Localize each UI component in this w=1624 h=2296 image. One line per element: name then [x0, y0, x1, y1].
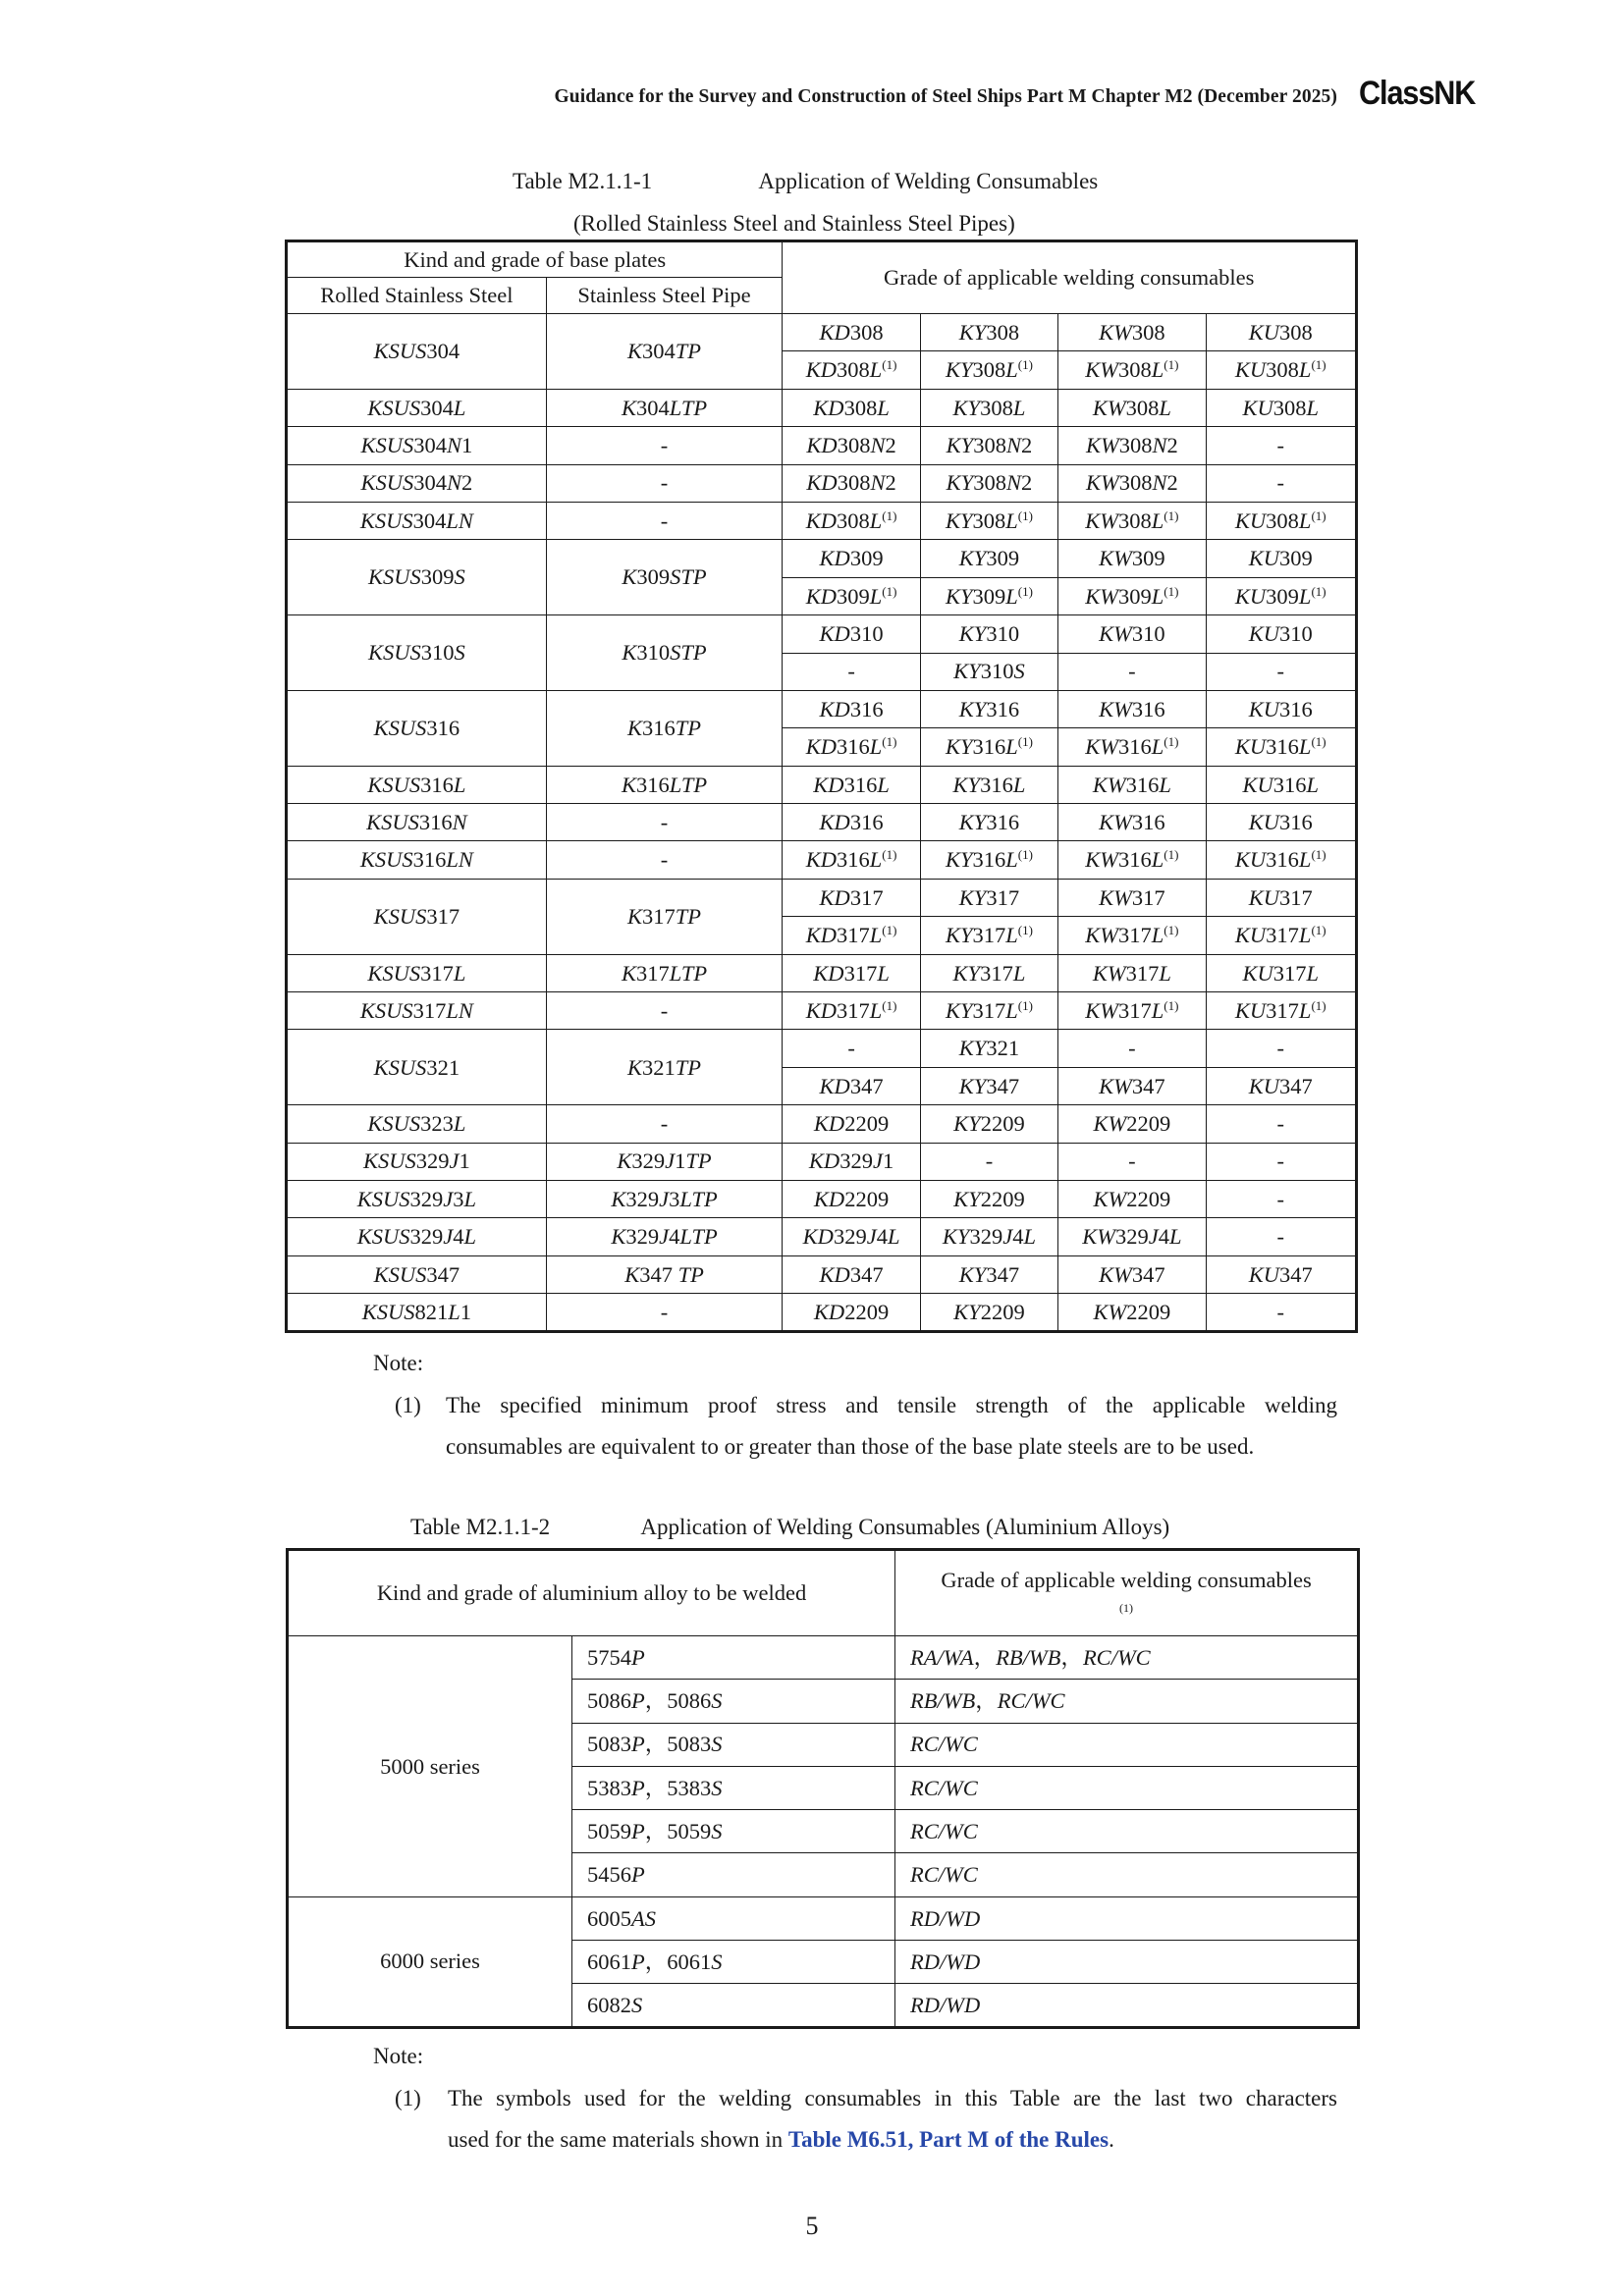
- consumable-grade: KD308L: [783, 389, 920, 426]
- steel-pipe-grade: K304TP: [546, 314, 783, 390]
- consumable-grade: KW347: [1058, 1067, 1206, 1104]
- header-aluminium-alloy: Kind and grade of aluminium alloy to be welded: [288, 1550, 895, 1636]
- steel-pipe-grade: -: [546, 427, 783, 464]
- consumable-grade: KW2209: [1058, 1294, 1206, 1331]
- consumable-grade: RB/WB，RC/WC: [895, 1680, 1359, 1723]
- consumable-grade: -: [1206, 1180, 1356, 1217]
- rolled-steel-grade: KSUS323L: [287, 1105, 547, 1143]
- header-consumables-text: Grade of applicable welding consumables: [941, 1568, 1312, 1593]
- consumable-grade: KW2209: [1058, 1105, 1206, 1143]
- consumable-grade: KY317L: [920, 954, 1057, 991]
- consumable-grade: $KW316L^{(1)}$: [1058, 841, 1206, 879]
- steel-pipe-grade: -: [546, 464, 783, 502]
- table2-number: Table M2.1.1-2: [410, 1515, 551, 1539]
- table-row: [287, 804, 1357, 841]
- steel-pipe-grade: K329J4LTP: [546, 1218, 783, 1255]
- alloy-series: 6000 series: [288, 1896, 572, 2027]
- header-rolled-steel: Rolled Stainless Steel: [287, 278, 547, 314]
- consumable-grade: -: [1206, 427, 1356, 464]
- consumable-grade: $KU316L^{(1)}$: [1206, 728, 1356, 766]
- rolled-steel-grade: KSUS316L: [287, 766, 547, 803]
- consumable-grade: KY316L: [920, 766, 1057, 803]
- consumable-grade: KW310: [1058, 615, 1206, 653]
- consumable-grade: -: [1058, 1030, 1206, 1067]
- consumable-grade: -: [783, 653, 920, 690]
- alloy-grade: 5083P，5083S: [572, 1723, 895, 1766]
- steel-pipe-grade: -: [546, 1294, 783, 1331]
- consumable-grade: -: [1206, 653, 1356, 690]
- steel-pipe-grade: K309STP: [546, 540, 783, 615]
- consumable-grade: KD308N2: [783, 464, 920, 502]
- alloy-grade: 5456P: [572, 1853, 895, 1896]
- consumable-grade: RA/WA，RB/WB，RC/WC: [895, 1636, 1359, 1680]
- consumable-grade: KU317L: [1206, 954, 1356, 991]
- rolled-steel-grade: KSUS310S: [287, 615, 547, 691]
- consumable-grade: KY329J4L: [920, 1218, 1057, 1255]
- steel-pipe-grade: -: [546, 804, 783, 841]
- note-text-line: [448, 2127, 1114, 2153]
- consumable-grade: KW316: [1058, 804, 1206, 841]
- steel-pipe-grade: K329J1TP: [546, 1143, 783, 1180]
- consumable-grade: KD308N2: [783, 427, 920, 464]
- consumable-grade: KY310: [920, 615, 1057, 653]
- classnk-logo: ClassNK: [1359, 75, 1476, 112]
- rolled-steel-grade: KSUS321: [287, 1030, 547, 1105]
- document-title: Guidance for the Survey and Construction of Steel Ships Part M Chapter M2 (December 2025): [554, 86, 1337, 107]
- consumable-grade: KW317L: [1058, 954, 1206, 991]
- rolled-steel-grade: KSUS821L1: [287, 1294, 547, 1331]
- rules-table-link[interactable]: Table M6.51, Part M of the Rules: [787, 2127, 1110, 2152]
- table-row: [287, 1294, 1357, 1331]
- table2-title: Application of Welding Consumables (Aluminium Alloys): [640, 1515, 1170, 1539]
- note-title: Note:: [373, 1351, 424, 1375]
- consumable-grade: KW347: [1058, 1255, 1206, 1293]
- consumable-grade: RD/WD: [895, 1941, 1359, 1984]
- consumable-grade: RC/WC: [895, 1810, 1359, 1853]
- consumable-grade: KU316: [1206, 804, 1356, 841]
- steel-pipe-grade: -: [546, 992, 783, 1030]
- consumable-grade: -: [1206, 464, 1356, 502]
- consumable-grade: KY317: [920, 879, 1057, 916]
- table1-title: Application of Welding Consumables: [758, 169, 1099, 193]
- consumable-grade: KW308: [1058, 314, 1206, 351]
- alloy-grade: 5754P: [572, 1636, 895, 1680]
- steel-pipe-grade: K316TP: [546, 690, 783, 766]
- consumable-grade: KD347: [783, 1255, 920, 1293]
- consumable-grade: KY310S: [920, 653, 1057, 690]
- steel-pipe-grade: K317TP: [546, 879, 783, 954]
- steel-pipe-grade: K321TP: [546, 1030, 783, 1105]
- consumable-grade: $KD316L^{(1)}$: [783, 728, 920, 766]
- table-row: [287, 314, 1357, 351]
- table-row: [287, 389, 1357, 426]
- steel-pipe-grade: -: [546, 502, 783, 539]
- consumable-grade: KW2209: [1058, 1180, 1206, 1217]
- header-consumables: [895, 1550, 1359, 1636]
- rolled-steel-grade: KSUS304L: [287, 389, 547, 426]
- table-row: [287, 766, 1357, 803]
- consumable-grade: KU316L: [1206, 766, 1356, 803]
- note-text-line: consumables are equivalent to or greater than those of the base plate steels are to be used.: [446, 1434, 1255, 1459]
- table-row: [287, 1218, 1357, 1255]
- consumable-grade: $KD308L^{(1)}$: [783, 502, 920, 539]
- consumable-grade: KY316: [920, 804, 1057, 841]
- table-row: [287, 464, 1357, 502]
- consumable-grade: $KY316L^{(1)}$: [920, 841, 1057, 879]
- note-text: used for the same materials shown in: [448, 2127, 788, 2152]
- note-number: (1): [395, 2086, 421, 2110]
- consumable-grade: -: [1206, 1030, 1356, 1067]
- consumable-grade: KW329J4L: [1058, 1218, 1206, 1255]
- table1-caption: [513, 169, 1098, 194]
- consumable-grade: KU308L: [1206, 389, 1356, 426]
- rolled-steel-grade: KSUS317L: [287, 954, 547, 991]
- table-row: [287, 841, 1357, 879]
- consumable-grade: KY2209: [920, 1105, 1057, 1143]
- steel-pipe-grade: K347 TP: [546, 1255, 783, 1293]
- note-text-line: The specified minimum proof stress and tensile strength of the applicable welding: [446, 1393, 1337, 1417]
- alloy-grade: 5086P，5086S: [572, 1680, 895, 1723]
- rolled-steel-grade: KSUS317LN: [287, 992, 547, 1030]
- table-row: [287, 992, 1357, 1030]
- consumable-grade: -: [1206, 1143, 1356, 1180]
- steel-pipe-grade: K317LTP: [546, 954, 783, 991]
- consumable-grade: $KY309L^{(1)}$: [920, 577, 1057, 614]
- consumable-grade: $KY308L^{(1)}$: [920, 351, 1057, 389]
- consumable-grade: KD316L: [783, 766, 920, 803]
- consumable-grade: $KU316L^{(1)}$: [1206, 841, 1356, 879]
- consumable-grade: KU308: [1206, 314, 1356, 351]
- consumable-grade: $KD309L^{(1)}$: [783, 577, 920, 614]
- note-title: Note:: [373, 2044, 424, 2068]
- consumable-grade: KU309: [1206, 540, 1356, 577]
- alloy-grade: 5383P，5383S: [572, 1766, 895, 1809]
- alloy-grade: 5059P，5059S: [572, 1810, 895, 1853]
- consumable-grade: $KY316L^{(1)}$: [920, 728, 1057, 766]
- consumable-grade: $KU309L^{(1)}$: [1206, 577, 1356, 614]
- consumable-grade: $KU317L^{(1)}$: [1206, 992, 1356, 1030]
- consumable-grade: KY347: [920, 1067, 1057, 1104]
- consumable-grade: $KW317L^{(1)}$: [1058, 917, 1206, 954]
- table-row: [287, 1255, 1357, 1293]
- table-row: [287, 502, 1357, 539]
- consumable-grade: KD2209: [783, 1294, 920, 1331]
- consumable-grade: KD329J4L: [783, 1218, 920, 1255]
- consumable-grade: $KW316L^{(1)}$: [1058, 728, 1206, 766]
- consumable-grade: -: [1206, 1218, 1356, 1255]
- consumable-grade: KU310: [1206, 615, 1356, 653]
- alloy-series: 5000 series: [288, 1636, 572, 1897]
- consumable-grade: KY308L: [920, 389, 1057, 426]
- consumable-grade: KD317L: [783, 954, 920, 991]
- consumable-grade: $KD317L^{(1)}$: [783, 992, 920, 1030]
- consumable-grade: KW308N2: [1058, 427, 1206, 464]
- consumable-grade: KD347: [783, 1067, 920, 1104]
- steel-pipe-grade: -: [546, 841, 783, 879]
- consumable-grade: KD2209: [783, 1105, 920, 1143]
- consumable-grade: KY308N2: [920, 464, 1057, 502]
- table-row: [287, 1143, 1357, 1180]
- consumable-grade: KY2209: [920, 1294, 1057, 1331]
- rolled-steel-grade: KSUS329J1: [287, 1143, 547, 1180]
- steel-pipe-grade: -: [546, 1105, 783, 1143]
- table-row: [287, 615, 1357, 653]
- consumable-grade: -: [783, 1030, 920, 1067]
- rolled-steel-grade: KSUS304N2: [287, 464, 547, 502]
- consumable-grade: KD309: [783, 540, 920, 577]
- rolled-steel-grade: KSUS304LN: [287, 502, 547, 539]
- rolled-steel-grade: KSUS316LN: [287, 841, 547, 879]
- alloy-grade: 6061P，6061S: [572, 1941, 895, 1984]
- consumable-grade: -: [1206, 1105, 1356, 1143]
- consumable-grade: RD/WD: [895, 1984, 1359, 2027]
- header-consumables: Grade of applicable welding consumables: [783, 241, 1357, 314]
- consumable-grade: KU347: [1206, 1255, 1356, 1293]
- consumable-grade: KW316: [1058, 690, 1206, 727]
- consumable-grade: $KW308L^{(1)}$: [1058, 502, 1206, 539]
- consumable-grade: $KW308L^{(1)}$: [1058, 351, 1206, 389]
- consumable-grade: $KD308L^{(1)}$: [783, 351, 920, 389]
- consumable-grade: KD310: [783, 615, 920, 653]
- consumable-grade: $KU308L^{(1)}$: [1206, 502, 1356, 539]
- consumable-grade: $KY317L^{(1)}$: [920, 917, 1057, 954]
- consumable-grade: KW316L: [1058, 766, 1206, 803]
- consumable-grade: KD316: [783, 690, 920, 727]
- table-row: [287, 1030, 1357, 1067]
- rolled-steel-grade: KSUS329J3L: [287, 1180, 547, 1217]
- consumable-grade: KU316: [1206, 690, 1356, 727]
- table-row: [287, 1180, 1357, 1217]
- consumable-grade: KY309: [920, 540, 1057, 577]
- consumable-grade: KY308N2: [920, 427, 1057, 464]
- consumable-grade: KD329J1: [783, 1143, 920, 1180]
- rolled-steel-grade: KSUS317: [287, 879, 547, 954]
- page-number: 5: [805, 2212, 819, 2240]
- consumable-grade: KD317: [783, 879, 920, 916]
- consumable-grade: KD316: [783, 804, 920, 841]
- header-note-ref: (1): [1119, 1601, 1134, 1615]
- consumable-grade: KW308L: [1058, 389, 1206, 426]
- consumable-grade: KU347: [1206, 1067, 1356, 1104]
- rolled-steel-grade: KSUS347: [287, 1255, 547, 1293]
- table-row: [288, 1896, 1359, 1940]
- steel-pipe-grade: K304LTP: [546, 389, 783, 426]
- consumable-grade: KW317: [1058, 879, 1206, 916]
- consumable-grade: RC/WC: [895, 1723, 1359, 1766]
- consumable-grade: $KY317L^{(1)}$: [920, 992, 1057, 1030]
- steel-pipe-grade: K316LTP: [546, 766, 783, 803]
- steel-pipe-grade: K329J3LTP: [546, 1180, 783, 1217]
- table1-number: Table M2.1.1-1: [513, 169, 653, 193]
- consumable-grade: -: [1058, 1143, 1206, 1180]
- welding-consumables-table-stainless: [285, 240, 1358, 1333]
- consumable-grade: KW308N2: [1058, 464, 1206, 502]
- consumable-grade: $KU308L^{(1)}$: [1206, 351, 1356, 389]
- note-text-line: The symbols used for the welding consumables in this Table are the last two characters: [448, 2086, 1337, 2110]
- consumable-grade: $KW317L^{(1)}$: [1058, 992, 1206, 1030]
- consumable-grade: $KD317L^{(1)}$: [783, 917, 920, 954]
- consumable-grade: KW309: [1058, 540, 1206, 577]
- steel-pipe-grade: K310STP: [546, 615, 783, 691]
- table-row: [287, 427, 1357, 464]
- consumable-grade: RC/WC: [895, 1853, 1359, 1896]
- rolled-steel-grade: KSUS316: [287, 690, 547, 766]
- rolled-steel-grade: KSUS304: [287, 314, 547, 390]
- table-row: [287, 879, 1357, 916]
- consumable-grade: KD2209: [783, 1180, 920, 1217]
- table-row: [287, 690, 1357, 727]
- consumable-grade: RC/WC: [895, 1766, 1359, 1809]
- consumable-grade: KY2209: [920, 1180, 1057, 1217]
- consumable-grade: -: [920, 1143, 1057, 1180]
- welding-consumables-table-aluminium: [286, 1548, 1360, 2029]
- rolled-steel-grade: KSUS309S: [287, 540, 547, 615]
- alloy-grade: 6082S: [572, 1984, 895, 2027]
- consumable-grade: $KY308L^{(1)}$: [920, 502, 1057, 539]
- consumable-grade: $KD316L^{(1)}$: [783, 841, 920, 879]
- consumable-grade: KU317: [1206, 879, 1356, 916]
- header-steel-pipe: Stainless Steel Pipe: [546, 278, 783, 314]
- consumable-grade: KY308: [920, 314, 1057, 351]
- table-row: [288, 1636, 1359, 1680]
- consumable-grade: $KU317L^{(1)}$: [1206, 917, 1356, 954]
- consumable-grade: KD308: [783, 314, 920, 351]
- consumable-grade: KY347: [920, 1255, 1057, 1293]
- rolled-steel-grade: KSUS304N1: [287, 427, 547, 464]
- consumable-grade: -: [1206, 1294, 1356, 1331]
- alloy-grade: 6005AS: [572, 1896, 895, 1940]
- consumable-grade: KY316: [920, 690, 1057, 727]
- consumable-grade: KY321: [920, 1030, 1057, 1067]
- page-header: [0, 73, 1624, 122]
- table2-caption: [410, 1515, 1169, 1540]
- table1-subtitle: (Rolled Stainless Steel and Stainless Steel Pipes): [573, 211, 1015, 236]
- consumable-grade: -: [1058, 653, 1206, 690]
- table-row: [287, 540, 1357, 577]
- consumable-grade: $KW309L^{(1)}$: [1058, 577, 1206, 614]
- rolled-steel-grade: KSUS329J4L: [287, 1218, 547, 1255]
- header-kind-grade: Kind and grade of base plates: [287, 241, 783, 278]
- note-number: (1): [395, 1393, 421, 1417]
- table-row: [287, 954, 1357, 991]
- note-text: .: [1109, 2127, 1114, 2152]
- table-row: [287, 1105, 1357, 1143]
- rolled-steel-grade: KSUS316N: [287, 804, 547, 841]
- consumable-grade: RD/WD: [895, 1896, 1359, 1940]
